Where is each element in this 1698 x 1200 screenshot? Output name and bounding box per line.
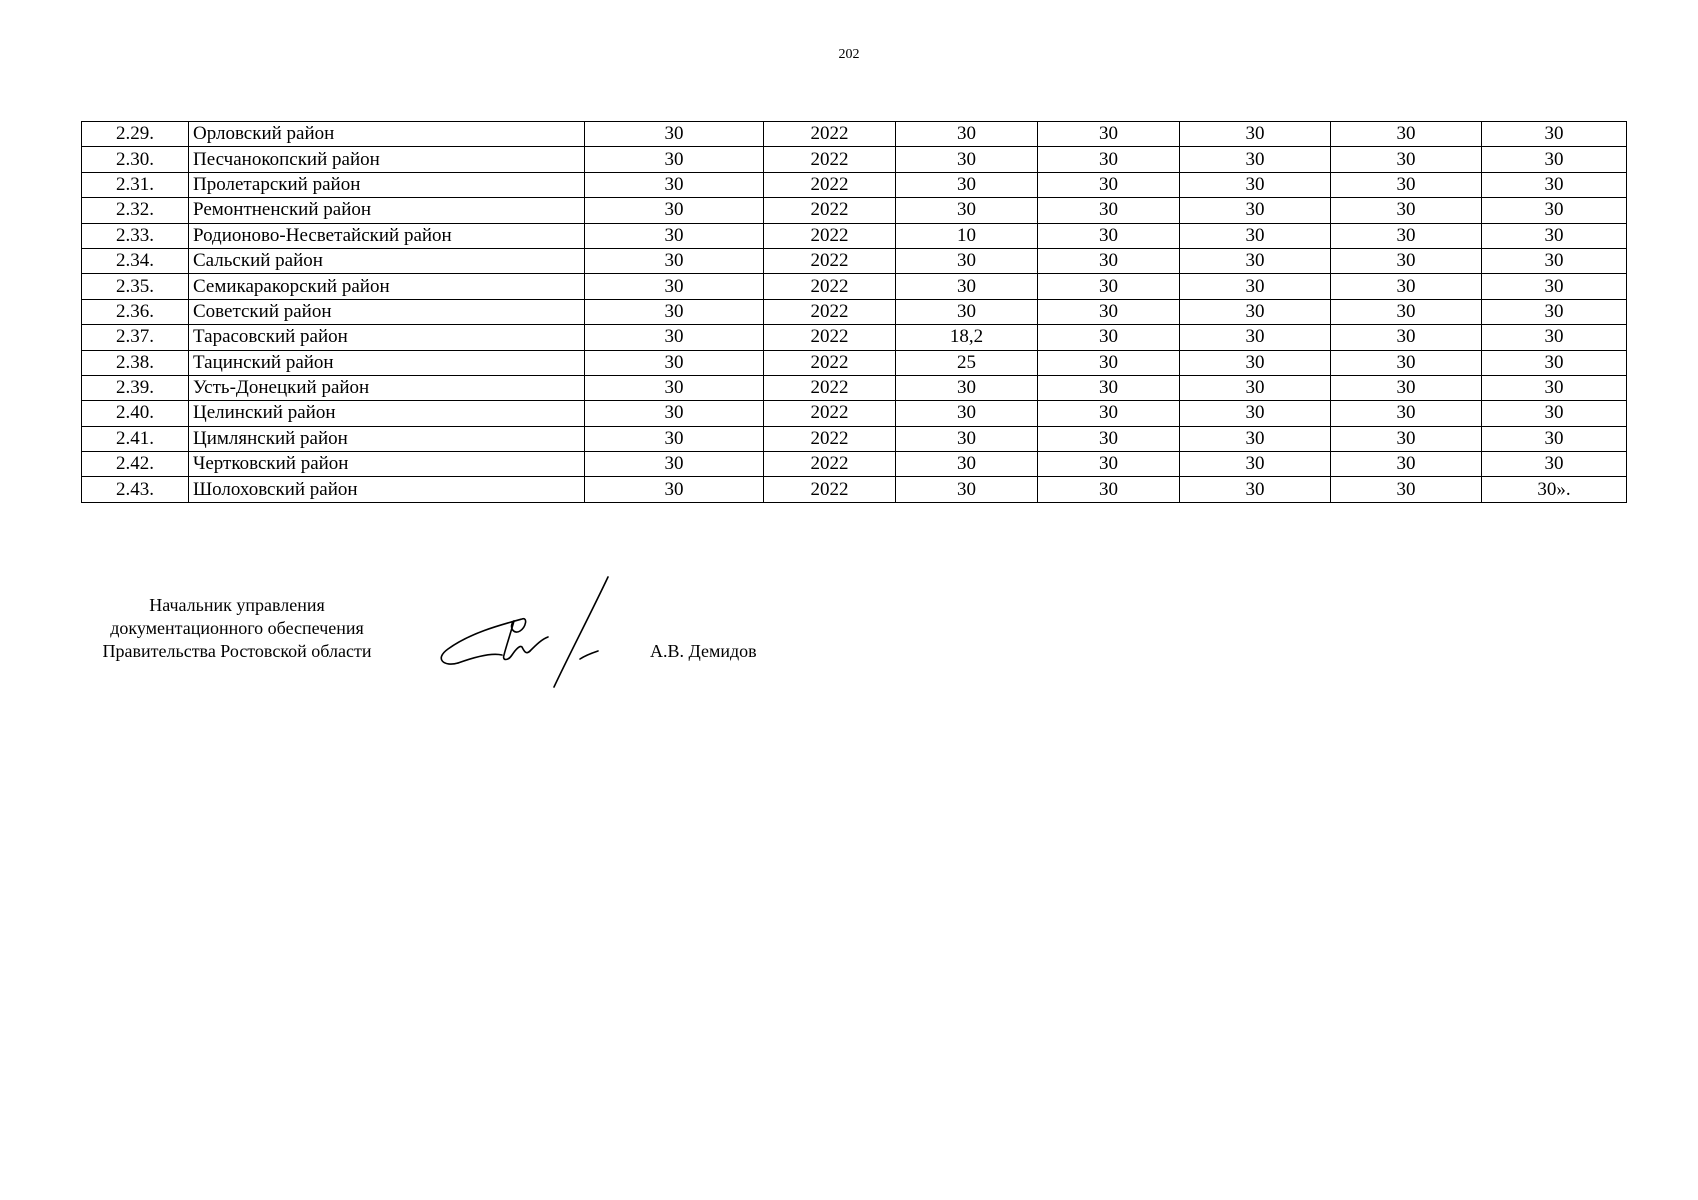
table-row [82,452,1627,477]
value-cell: 30 [1038,274,1180,299]
value-cell: 2022 [764,401,896,426]
value-cell: 30». [1482,477,1627,502]
value-cell: 30 [1180,426,1331,451]
row-number-cell: 2.34. [82,248,189,273]
row-number-cell: 2.31. [82,172,189,197]
value-cell: 30 [1331,350,1482,375]
value-cell: 2022 [764,452,896,477]
value-cell: 30 [1180,122,1331,147]
district-name-cell: Орловский район [189,122,585,147]
value-cell: 30 [585,198,764,223]
value-cell: 30 [1180,198,1331,223]
value-cell: 30 [585,299,764,324]
value-cell: 30 [1038,223,1180,248]
value-cell: 30 [1038,122,1180,147]
value-cell: 30 [1331,274,1482,299]
district-name-cell: Тарасовский район [189,325,585,350]
data-table [81,121,1627,503]
value-cell: 30 [1038,375,1180,400]
district-name-cell: Песчанокопский район [189,147,585,172]
table-body [82,122,1627,503]
value-cell: 25 [896,350,1038,375]
value-cell: 30 [896,299,1038,324]
table-row [82,274,1627,299]
value-cell: 2022 [764,299,896,324]
row-number-cell: 2.41. [82,426,189,451]
value-cell: 30 [1331,325,1482,350]
value-cell: 30 [585,426,764,451]
value-cell: 30 [1482,147,1627,172]
signatory-title-line-2: документационного обеспечения [110,618,364,638]
value-cell: 2022 [764,350,896,375]
district-name-cell: Шолоховский район [189,477,585,502]
value-cell: 30 [1180,401,1331,426]
value-cell: 18,2 [896,325,1038,350]
row-number-cell: 2.42. [82,452,189,477]
table-row [82,198,1627,223]
district-name-cell: Чертковский район [189,452,585,477]
row-number-cell: 2.39. [82,375,189,400]
table-row [82,122,1627,147]
handwritten-signature [430,575,630,690]
value-cell: 30 [1482,172,1627,197]
value-cell: 2022 [764,375,896,400]
value-cell: 30 [1482,350,1627,375]
district-name-cell: Родионово-Несветайский район [189,223,585,248]
signatory-title [82,594,392,663]
value-cell: 30 [585,452,764,477]
value-cell: 30 [1038,477,1180,502]
value-cell: 30 [1482,375,1627,400]
value-cell: 30 [1038,325,1180,350]
value-cell: 30 [1331,452,1482,477]
value-cell: 30 [1482,452,1627,477]
value-cell: 2022 [764,426,896,451]
value-cell: 30 [1482,223,1627,248]
value-cell: 30 [1482,248,1627,273]
table-row [82,248,1627,273]
table-row [82,375,1627,400]
value-cell: 30 [896,477,1038,502]
value-cell: 30 [896,248,1038,273]
value-cell: 30 [896,375,1038,400]
value-cell: 30 [1038,452,1180,477]
district-name-cell: Тацинский район [189,350,585,375]
value-cell: 30 [1331,248,1482,273]
signatory-title-line-3: Правительства Ростовской области [102,641,372,661]
value-cell: 30 [1331,147,1482,172]
value-cell: 30 [1331,122,1482,147]
value-cell: 30 [585,350,764,375]
value-cell: 2022 [764,198,896,223]
signatory-title-line-1: Начальник управления [149,595,325,615]
value-cell: 30 [585,172,764,197]
value-cell: 30 [1180,477,1331,502]
value-cell: 30 [896,274,1038,299]
value-cell: 30 [1331,299,1482,324]
row-number-cell: 2.40. [82,401,189,426]
value-cell: 30 [1331,426,1482,451]
table-row [82,477,1627,502]
value-cell: 30 [1180,375,1331,400]
value-cell: 30 [1180,299,1331,324]
value-cell: 30 [1038,147,1180,172]
value-cell: 30 [1482,325,1627,350]
value-cell: 2022 [764,147,896,172]
value-cell: 30 [1482,401,1627,426]
table-row [82,426,1627,451]
value-cell: 30 [1180,325,1331,350]
row-number-cell: 2.33. [82,223,189,248]
row-number-cell: 2.37. [82,325,189,350]
value-cell: 30 [896,401,1038,426]
row-number-cell: 2.30. [82,147,189,172]
district-name-cell: Пролетарский район [189,172,585,197]
value-cell: 30 [1180,274,1331,299]
value-cell: 30 [1331,401,1482,426]
value-cell: 30 [1038,426,1180,451]
value-cell: 30 [1331,172,1482,197]
value-cell: 30 [1180,147,1331,172]
value-cell: 30 [1331,477,1482,502]
value-cell: 30 [1482,122,1627,147]
value-cell: 2022 [764,274,896,299]
value-cell: 30 [1482,274,1627,299]
value-cell: 30 [1331,198,1482,223]
value-cell: 30 [585,401,764,426]
table-row [82,147,1627,172]
value-cell: 2022 [764,122,896,147]
row-number-cell: 2.43. [82,477,189,502]
page-number: 202 [838,47,860,62]
value-cell: 30 [585,325,764,350]
value-cell: 30 [585,274,764,299]
value-cell: 30 [896,452,1038,477]
value-cell: 30 [896,122,1038,147]
value-cell: 30 [896,426,1038,451]
value-cell: 2022 [764,325,896,350]
value-cell: 30 [896,198,1038,223]
table-row [82,299,1627,324]
table-row [82,350,1627,375]
value-cell: 30 [1180,223,1331,248]
value-cell: 30 [896,147,1038,172]
value-cell: 30 [585,147,764,172]
value-cell: 2022 [764,172,896,197]
value-cell: 30 [896,172,1038,197]
district-name-cell: Сальский район [189,248,585,273]
district-name-cell: Семикаракорский район [189,274,585,299]
row-number-cell: 2.36. [82,299,189,324]
table-row [82,401,1627,426]
table-row [82,325,1627,350]
value-cell: 2022 [764,248,896,273]
value-cell: 30 [1482,198,1627,223]
signatory-name: А.В. Демидов [650,641,757,661]
district-name-cell: Цимлянский район [189,426,585,451]
district-name-cell: Советский район [189,299,585,324]
value-cell: 30 [585,122,764,147]
row-number-cell: 2.29. [82,122,189,147]
value-cell: 30 [1038,350,1180,375]
value-cell: 2022 [764,477,896,502]
value-cell: 30 [1482,299,1627,324]
value-cell: 30 [1331,375,1482,400]
value-cell: 2022 [764,223,896,248]
row-number-cell: 2.38. [82,350,189,375]
value-cell: 10 [896,223,1038,248]
district-name-cell: Ремонтненский район [189,198,585,223]
value-cell: 30 [1038,172,1180,197]
value-cell: 30 [585,223,764,248]
value-cell: 30 [1180,452,1331,477]
table-row [82,223,1627,248]
value-cell: 30 [1482,426,1627,451]
value-cell: 30 [585,248,764,273]
value-cell: 30 [585,375,764,400]
value-cell: 30 [1331,223,1482,248]
value-cell: 30 [1180,248,1331,273]
value-cell: 30 [1038,401,1180,426]
table-row [82,172,1627,197]
value-cell: 30 [1180,350,1331,375]
value-cell: 30 [1180,172,1331,197]
value-cell: 30 [585,477,764,502]
district-name-cell: Усть-Донецкий район [189,375,585,400]
row-number-cell: 2.32. [82,198,189,223]
row-number-cell: 2.35. [82,274,189,299]
district-name-cell: Целинский район [189,401,585,426]
value-cell: 30 [1038,299,1180,324]
value-cell: 30 [1038,198,1180,223]
value-cell: 30 [1038,248,1180,273]
